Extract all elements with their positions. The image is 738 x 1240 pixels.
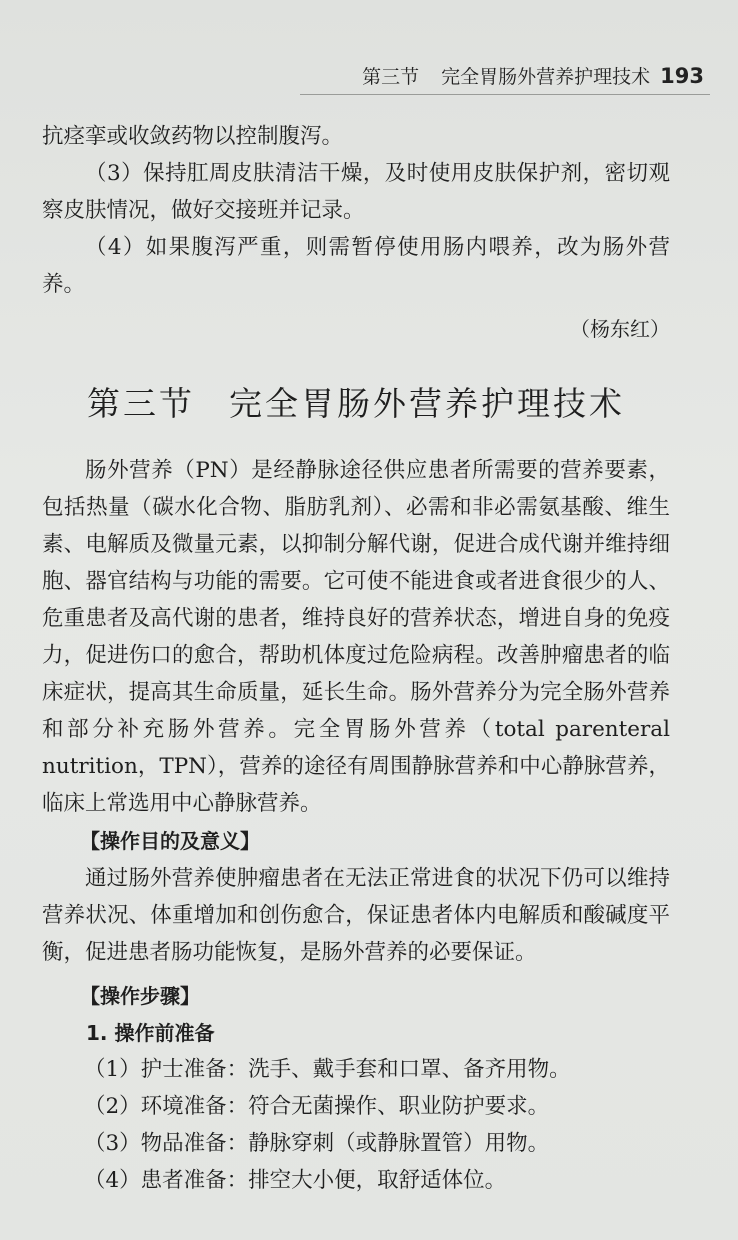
prep-item-3: （3）物品准备：静脉穿刺（或静脉置管）用物。 (84, 1131, 550, 1156)
prep-heading: 1. 操作前准备 (86, 1021, 215, 1045)
prev-paragraph-tail: 抗痉挛或收敛药物以控制腹泻。 (42, 124, 344, 149)
running-header (362, 62, 704, 89)
prep-item-1: （1）护士准备：洗手、戴手套和口罩、备齐用物。 (84, 1057, 571, 1082)
section-title-text: 完全胃肠外营养护理技术 (229, 384, 625, 423)
steps-heading: 【操作步骤】 (80, 984, 200, 1008)
purpose-paragraph: 通过肠外营养使肿瘤患者在无法正常进食的状况下仍可以维持营养状况、体重增加和创伤愈合，保证患者体内电解质和酸碱度平衡，促进患者肠功能恢复，是肠外营养的必要保证。 (42, 866, 670, 965)
intro-paragraph: 肠外营养（PN）是经静脉途径供应患者所需要的营养要素，包括热量（碳水化合物、脂肪乳剂）、必需和非必需氨基酸、维生素、电解质及微量元素，以抑制分解代谢，促进合成代谢并维持细胞、器官结构与功能的需要。它可使不能进食或者进食很少的人、危重患者及高代谢的患者，维持良好的营养状态，增进自身的免疫力，促进伤口的愈合，帮助机体度过危险病程。改善肿瘤患者的临床症状，提高其生命质量，延长生命。肠外营养分为完全肠外营养和部分补充肠外营养。完全胃肠外营养（total parenteral nutrition，TPN），营养的途径有周围静脉营养和中心静脉营养，临床上常选用中心静脉营养。 (42, 458, 670, 816)
page-body (42, 118, 670, 1199)
prep-item-2: （2）环境准备：符合无菌操作、职业防护要求。 (84, 1094, 550, 1119)
purpose-heading: 【操作目的及意义】 (80, 829, 260, 853)
prep-item-4: （4）患者准备：排空大小便，取舒适体位。 (84, 1168, 507, 1193)
page-number: 193 (660, 64, 704, 88)
header-section-label: 第三节 (362, 66, 420, 88)
prev-item-4: （4）如果腹泻严重，则需暂停使用肠内喂养，改为肠外营养。 (42, 235, 670, 297)
prev-item-3: （3）保持肛周皮肤清洁干燥，及时使用皮肤保护剂，密切观察皮肤情况，做好交接班并记录。 (42, 161, 670, 223)
header-rule (300, 94, 710, 95)
author-signature: （杨东红） (570, 317, 670, 341)
section-title (42, 382, 670, 426)
section-label: 第三节 (87, 384, 195, 423)
header-title: 完全胃肠外营养护理技术 (441, 66, 651, 88)
